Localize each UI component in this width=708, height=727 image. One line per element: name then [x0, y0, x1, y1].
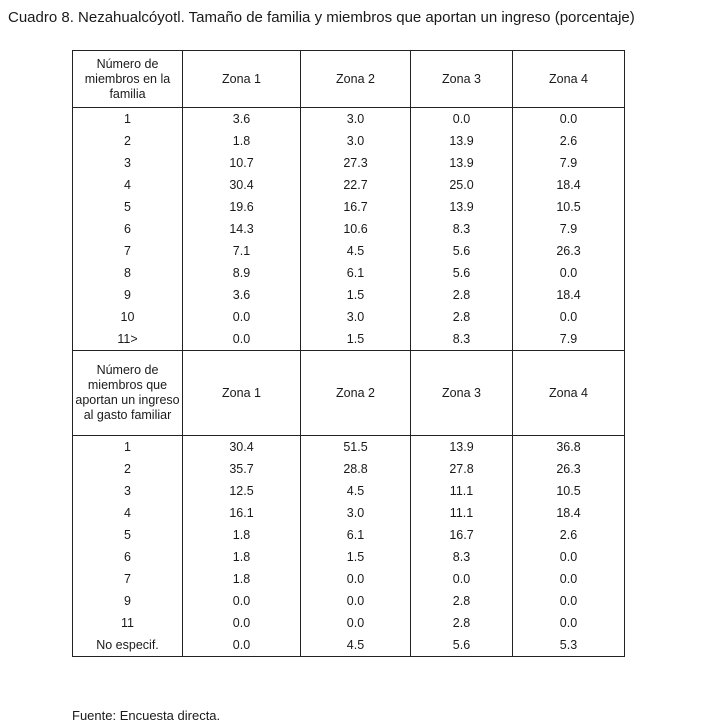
value-cell: 16.7: [411, 524, 513, 546]
table-row: [73, 108, 625, 131]
table-row: [73, 196, 625, 218]
value-cell: 1.5: [301, 328, 411, 351]
row-label-cell: 4: [73, 502, 183, 524]
value-cell: 7.9: [513, 218, 625, 240]
value-cell: 4.5: [301, 480, 411, 502]
header-cell-zona4: Zona 4: [513, 351, 625, 436]
value-cell: 7.9: [513, 328, 625, 351]
value-cell: 28.8: [301, 458, 411, 480]
value-cell: 26.3: [513, 458, 625, 480]
row-label-cell: 11>: [73, 328, 183, 351]
value-cell: 18.4: [513, 502, 625, 524]
value-cell: 12.5: [183, 480, 301, 502]
row-label-cell: 8: [73, 262, 183, 284]
value-cell: 13.9: [411, 130, 513, 152]
value-cell: 4.5: [301, 634, 411, 657]
table-row: [73, 634, 625, 657]
table-row: [73, 524, 625, 546]
row-label-cell: 9: [73, 590, 183, 612]
table-row: [73, 568, 625, 590]
table-row: [73, 546, 625, 568]
table-row: [73, 502, 625, 524]
value-cell: 1.8: [183, 524, 301, 546]
row-label-cell: 3: [73, 480, 183, 502]
value-cell: 19.6: [183, 196, 301, 218]
header-cell-zona2: Zona 2: [301, 351, 411, 436]
value-cell: 27.8: [411, 458, 513, 480]
value-cell: 4.5: [301, 240, 411, 262]
value-cell: 0.0: [411, 108, 513, 131]
value-cell: 3.0: [301, 108, 411, 131]
value-cell: 5.6: [411, 634, 513, 657]
value-cell: 2.8: [411, 284, 513, 306]
value-cell: 10.7: [183, 152, 301, 174]
value-cell: 2.8: [411, 306, 513, 328]
value-cell: 10.5: [513, 196, 625, 218]
row-label-cell: 11: [73, 612, 183, 634]
value-cell: 18.4: [513, 174, 625, 196]
value-cell: 0.0: [183, 612, 301, 634]
value-cell: 22.7: [301, 174, 411, 196]
value-cell: 0.0: [513, 108, 625, 131]
value-cell: 27.3: [301, 152, 411, 174]
source-note: Fuente: Encuesta directa.: [72, 708, 221, 723]
table-row: [73, 590, 625, 612]
value-cell: 2.8: [411, 590, 513, 612]
value-cell: 2.6: [513, 524, 625, 546]
header-cell-members: Número de miembros en la familia: [73, 51, 183, 108]
table-caption: Cuadro 8. Nezahualcóyotl. Tamaño de familia y miembros que aportan un ingreso (porcentaje): [8, 9, 635, 26]
table-row: [73, 436, 625, 459]
section2-body: [73, 436, 625, 657]
value-cell: 35.7: [183, 458, 301, 480]
value-cell: 18.4: [513, 284, 625, 306]
value-cell: 7.1: [183, 240, 301, 262]
table-row: [73, 240, 625, 262]
row-label-cell: 2: [73, 458, 183, 480]
value-cell: 5.3: [513, 634, 625, 657]
value-cell: 51.5: [301, 436, 411, 459]
value-cell: 1.8: [183, 130, 301, 152]
value-cell: 25.0: [411, 174, 513, 196]
value-cell: 0.0: [183, 328, 301, 351]
row-label-cell: 9: [73, 284, 183, 306]
value-cell: 30.4: [183, 174, 301, 196]
header-cell-zona3: Zona 3: [411, 351, 513, 436]
row-label-cell: 4: [73, 174, 183, 196]
section1-body: [73, 108, 625, 351]
row-label-cell: 5: [73, 524, 183, 546]
value-cell: 0.0: [301, 568, 411, 590]
value-cell: 0.0: [513, 546, 625, 568]
table-row: [73, 262, 625, 284]
value-cell: 3.0: [301, 130, 411, 152]
header-cell-zona3: Zona 3: [411, 51, 513, 108]
row-label-cell: 1: [73, 108, 183, 131]
value-cell: 3.6: [183, 108, 301, 131]
value-cell: 5.6: [411, 240, 513, 262]
value-cell: 0.0: [301, 590, 411, 612]
value-cell: 0.0: [301, 612, 411, 634]
value-cell: 10.5: [513, 480, 625, 502]
row-label-cell: 5: [73, 196, 183, 218]
value-cell: 8.3: [411, 546, 513, 568]
section1-header: [73, 51, 625, 108]
row-label-cell: 7: [73, 568, 183, 590]
value-cell: 26.3: [513, 240, 625, 262]
value-cell: 1.5: [301, 284, 411, 306]
value-cell: 0.0: [513, 612, 625, 634]
table-row: [73, 152, 625, 174]
table-row: [73, 284, 625, 306]
value-cell: 6.1: [301, 524, 411, 546]
value-cell: 3.6: [183, 284, 301, 306]
value-cell: 13.9: [411, 152, 513, 174]
value-cell: 8.3: [411, 218, 513, 240]
family-size-table: [72, 50, 625, 657]
value-cell: 3.0: [301, 306, 411, 328]
row-label-cell: 10: [73, 306, 183, 328]
value-cell: 1.8: [183, 546, 301, 568]
value-cell: 0.0: [183, 634, 301, 657]
value-cell: 0.0: [183, 590, 301, 612]
value-cell: 3.0: [301, 502, 411, 524]
row-label-cell: 3: [73, 152, 183, 174]
value-cell: 0.0: [513, 262, 625, 284]
data-table-container: [72, 50, 624, 657]
value-cell: 1.5: [301, 546, 411, 568]
value-cell: 8.3: [411, 328, 513, 351]
value-cell: 16.1: [183, 502, 301, 524]
value-cell: 10.6: [301, 218, 411, 240]
value-cell: 7.9: [513, 152, 625, 174]
value-cell: 0.0: [411, 568, 513, 590]
row-label-cell: No especif.: [73, 634, 183, 657]
value-cell: 2.6: [513, 130, 625, 152]
table-row: [73, 612, 625, 634]
header-cell-zona2: Zona 2: [301, 51, 411, 108]
table-row: [73, 218, 625, 240]
value-cell: 8.9: [183, 262, 301, 284]
value-cell: 30.4: [183, 436, 301, 459]
row-label-cell: 1: [73, 436, 183, 459]
header-cell-zona4: Zona 4: [513, 51, 625, 108]
value-cell: 13.9: [411, 436, 513, 459]
section2-header: [73, 351, 625, 436]
table-row: [73, 480, 625, 502]
header-cell-zona1: Zona 1: [183, 351, 301, 436]
row-label-cell: 6: [73, 218, 183, 240]
value-cell: 6.1: [301, 262, 411, 284]
header-cell-earners: Número de miembros que aportan un ingreso al gasto familiar: [73, 351, 183, 436]
value-cell: 2.8: [411, 612, 513, 634]
value-cell: 16.7: [301, 196, 411, 218]
value-cell: 5.6: [411, 262, 513, 284]
table-row: [73, 174, 625, 196]
table-row: [73, 306, 625, 328]
value-cell: 11.1: [411, 480, 513, 502]
row-label-cell: 6: [73, 546, 183, 568]
value-cell: 14.3: [183, 218, 301, 240]
value-cell: 1.8: [183, 568, 301, 590]
value-cell: 0.0: [513, 568, 625, 590]
table-row: [73, 130, 625, 152]
value-cell: 0.0: [513, 590, 625, 612]
value-cell: 13.9: [411, 196, 513, 218]
header-cell-zona1: Zona 1: [183, 51, 301, 108]
value-cell: 0.0: [183, 306, 301, 328]
row-label-cell: 7: [73, 240, 183, 262]
value-cell: 36.8: [513, 436, 625, 459]
table-row: [73, 458, 625, 480]
value-cell: 11.1: [411, 502, 513, 524]
row-label-cell: 2: [73, 130, 183, 152]
value-cell: 0.0: [513, 306, 625, 328]
table-row: [73, 328, 625, 351]
